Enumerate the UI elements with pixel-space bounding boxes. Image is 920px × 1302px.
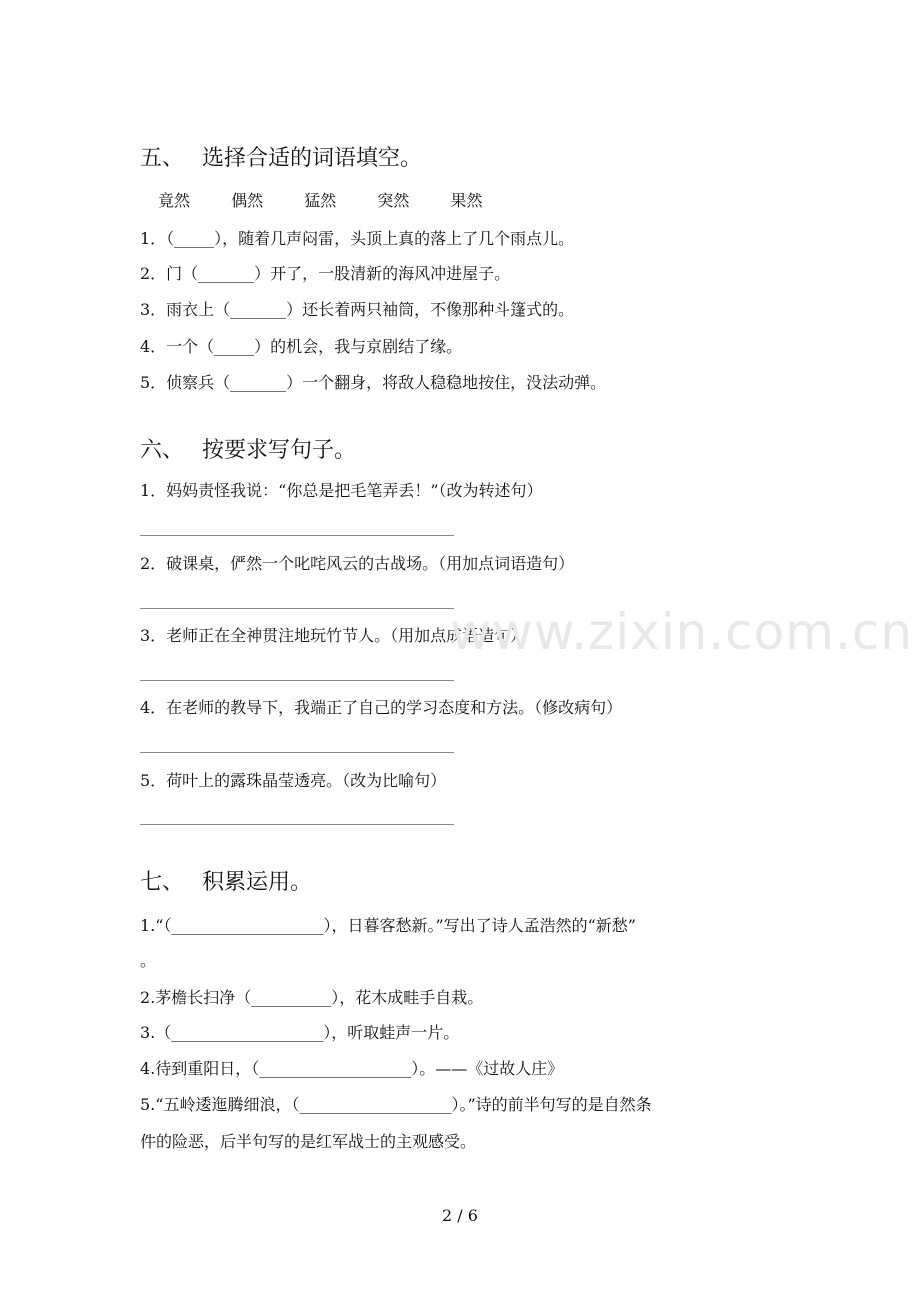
page-number: 2 / 6 (442, 1206, 478, 1225)
word-option: 偶然 (231, 191, 264, 210)
section-5-title: 选择合适的词语填空。 (202, 146, 423, 171)
section-7-title: 积累运用。 (202, 870, 313, 895)
section-7-item-continued: 。 (140, 951, 157, 970)
section-7-item: 3.（___________________），听取蛙声一片。 (140, 1023, 460, 1042)
section-6-item: 5．荷叶上的露珠晶莹透亮。（改为比喻句） (140, 771, 447, 790)
answer-line (140, 824, 454, 825)
section-5-item: 4．一个（_____）的机会，我与京剧结了缘。 (140, 337, 463, 356)
answer-line (140, 680, 454, 681)
section-7-item: 5.“五岭逶迤腾细浪，（___________________）。”诗的前半句写的是自然条 (140, 1095, 652, 1114)
section-7-item: 4.待到重阳日，（___________________）。——《过故人庄》 (140, 1059, 564, 1078)
section-5-item: 2．门（_______）开了，一股清新的海风冲进屋子。 (140, 264, 511, 283)
word-option: 竟然 (158, 191, 191, 210)
section-7-number: 七、 (140, 870, 185, 895)
section-5-item: 1．（_____），随着几声闷雷，头顶上真的落上了几个雨点儿。 (140, 229, 575, 248)
section-6-item: 2．破课桌，俨然一个叱咤风云的古战场。（用加点词语造句） (140, 554, 575, 573)
section-7-item-continued: 件的险恶，后半句写的是红军战士的主观感受。 (140, 1132, 477, 1151)
section-7-heading (140, 869, 312, 897)
section-6-item: 4．在老师的教导下，我端正了自己的学习态度和方法。（修改病句） (140, 698, 623, 717)
word-option: 果然 (450, 191, 483, 210)
answer-line (140, 608, 454, 609)
section-6-number: 六、 (140, 438, 185, 463)
answer-line (140, 752, 454, 753)
section-7-item: 2.茅檐长扫净（__________），花木成畦手自栽。 (140, 988, 484, 1007)
answer-line (140, 535, 454, 536)
section-5-item: 5．侦察兵（_______）一个翻身，将敌人稳稳地按住，没法动弹。 (140, 373, 607, 392)
section-6-title: 按要求写句子。 (202, 438, 357, 463)
section-5-heading (140, 145, 422, 173)
word-bank (158, 190, 518, 212)
watermark: www.zixin.com.cn (450, 603, 914, 661)
section-5-item: 3．雨衣上（_______）还长着两只袖筒，不像那种斗篷式的。 (140, 300, 575, 319)
word-option: 猛然 (304, 191, 337, 210)
word-option: 突然 (377, 191, 410, 210)
section-7-item: 1.“（___________________），日暮客愁新。”写出了诗人孟浩然的“新愁” (140, 916, 636, 935)
section-6-item: 1．妈妈责怪我说：“你总是把毛笔弄丢！”（改为转述句） (140, 481, 543, 500)
section-6-heading (140, 437, 356, 465)
section-6-item: 3．老师正在全神贯注地玩竹节人。（用加点成语造句） (140, 626, 527, 645)
section-5-number: 五、 (140, 146, 185, 171)
